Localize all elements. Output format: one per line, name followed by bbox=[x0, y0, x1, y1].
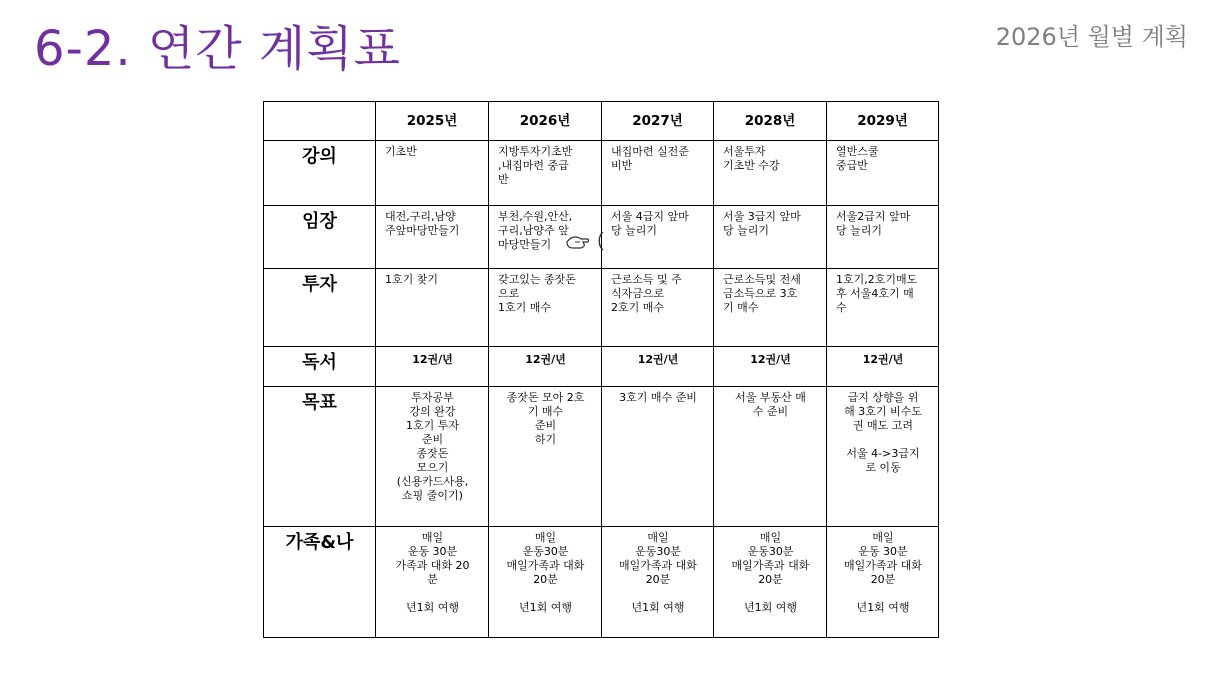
page-subtitle: 2026년 월별 계획 bbox=[995, 23, 1188, 51]
table-cell: 12권/년 bbox=[376, 347, 489, 387]
table-cell: 근로소득 및 주 식자금으로 2호기 매수 bbox=[602, 269, 714, 347]
table-cell: 서울투자 기초반 수강 bbox=[714, 141, 827, 206]
table-cell: 대전,구리,남양 주앞마당만들기 bbox=[376, 206, 489, 269]
table-cell: 서울 부동산 매 수 준비 bbox=[714, 387, 827, 527]
table-cell: 급지 상향을 위 해 3호기 비수도 권 매도 고려 서울 4->3급지 로 이동 bbox=[827, 387, 939, 527]
table-cell: 12권/년 bbox=[714, 347, 827, 387]
table-cell: 매일 운동30분 매일가족과 대화 20분 년1회 여행 bbox=[489, 527, 602, 638]
row-header: 임장 bbox=[264, 206, 376, 269]
column-header: 2029년 bbox=[827, 102, 939, 141]
table-cell: 12권/년 bbox=[827, 347, 939, 387]
table-cell: 1호기 찾기 bbox=[376, 269, 489, 347]
row-header: 목표 bbox=[264, 387, 376, 527]
annual-plan-table bbox=[263, 101, 939, 638]
column-header: 2026년 bbox=[489, 102, 602, 141]
row-header: 강의 bbox=[264, 141, 376, 206]
table-cell: 1호기,2호기매도 후 서울4호기 매 수 bbox=[827, 269, 939, 347]
table-corner-cell bbox=[264, 102, 376, 141]
table-row-family bbox=[264, 527, 939, 638]
table-cell: 종잣돈 모아 2호 기 매수 준비 하기 bbox=[489, 387, 602, 527]
row-header: 독서 bbox=[264, 347, 376, 387]
row-header: 투자 bbox=[264, 269, 376, 347]
table-cell: 서울2급지 앞마 당 늘리기 bbox=[827, 206, 939, 269]
table-row-investment bbox=[264, 269, 939, 347]
table-cell: 내집마련 실전준 비반 bbox=[602, 141, 714, 206]
page-title: 6-2. 연간 계획표 bbox=[34, 21, 402, 77]
table-cell: 서울 4급지 앞마 당 늘리기 bbox=[602, 206, 714, 269]
table-cell: 매일 운동30분 매일가족과 대화 20분 년1회 여행 bbox=[714, 527, 827, 638]
column-header: 2025년 bbox=[376, 102, 489, 141]
table-row-goal bbox=[264, 387, 939, 527]
hand-pointer-icon bbox=[565, 230, 605, 252]
table-cell: 근로소득및 전세 금소득으로 3호 기 매수 bbox=[714, 269, 827, 347]
table-cell: 투자공부 강의 완강 1호기 투자 준비 종잣돈 모으기 (신용카드사용, 쇼핑 줄이기) bbox=[376, 387, 489, 527]
table-cell: 열반스쿨 중급반 bbox=[827, 141, 939, 206]
table-cell: 3호기 매수 준비 bbox=[602, 387, 714, 527]
table-cell: 서울 3급지 앞마 당 늘리기 bbox=[714, 206, 827, 269]
table-cell: 갖고있는 종잣돈 으로 1호기 매수 bbox=[489, 269, 602, 347]
table-cell: 기초반 bbox=[376, 141, 489, 206]
column-header: 2028년 bbox=[714, 102, 827, 141]
row-header: 가족&나 bbox=[264, 527, 376, 638]
table-cell: 매일 운동30분 매일가족과 대화 20분 년1회 여행 bbox=[602, 527, 714, 638]
table-cell: 지방투자기초반 ,내집마련 중급 반 bbox=[489, 141, 602, 206]
table-row-lecture bbox=[264, 141, 939, 206]
table-header-row bbox=[264, 102, 939, 141]
table-cell: 12권/년 bbox=[602, 347, 714, 387]
table-cell: 매일 운동 30분 매일가족과 대화 20분 년1회 여행 bbox=[827, 527, 939, 638]
column-header: 2027년 bbox=[602, 102, 714, 141]
table-row-reading bbox=[264, 347, 939, 387]
table-cell: 12권/년 bbox=[489, 347, 602, 387]
table-cell: 매일 운동 30분 가족과 대화 20 분 년1회 여행 bbox=[376, 527, 489, 638]
table-cell: 부천,수원,안산, 구리,남양주 앞 마당만들기 bbox=[489, 206, 602, 269]
